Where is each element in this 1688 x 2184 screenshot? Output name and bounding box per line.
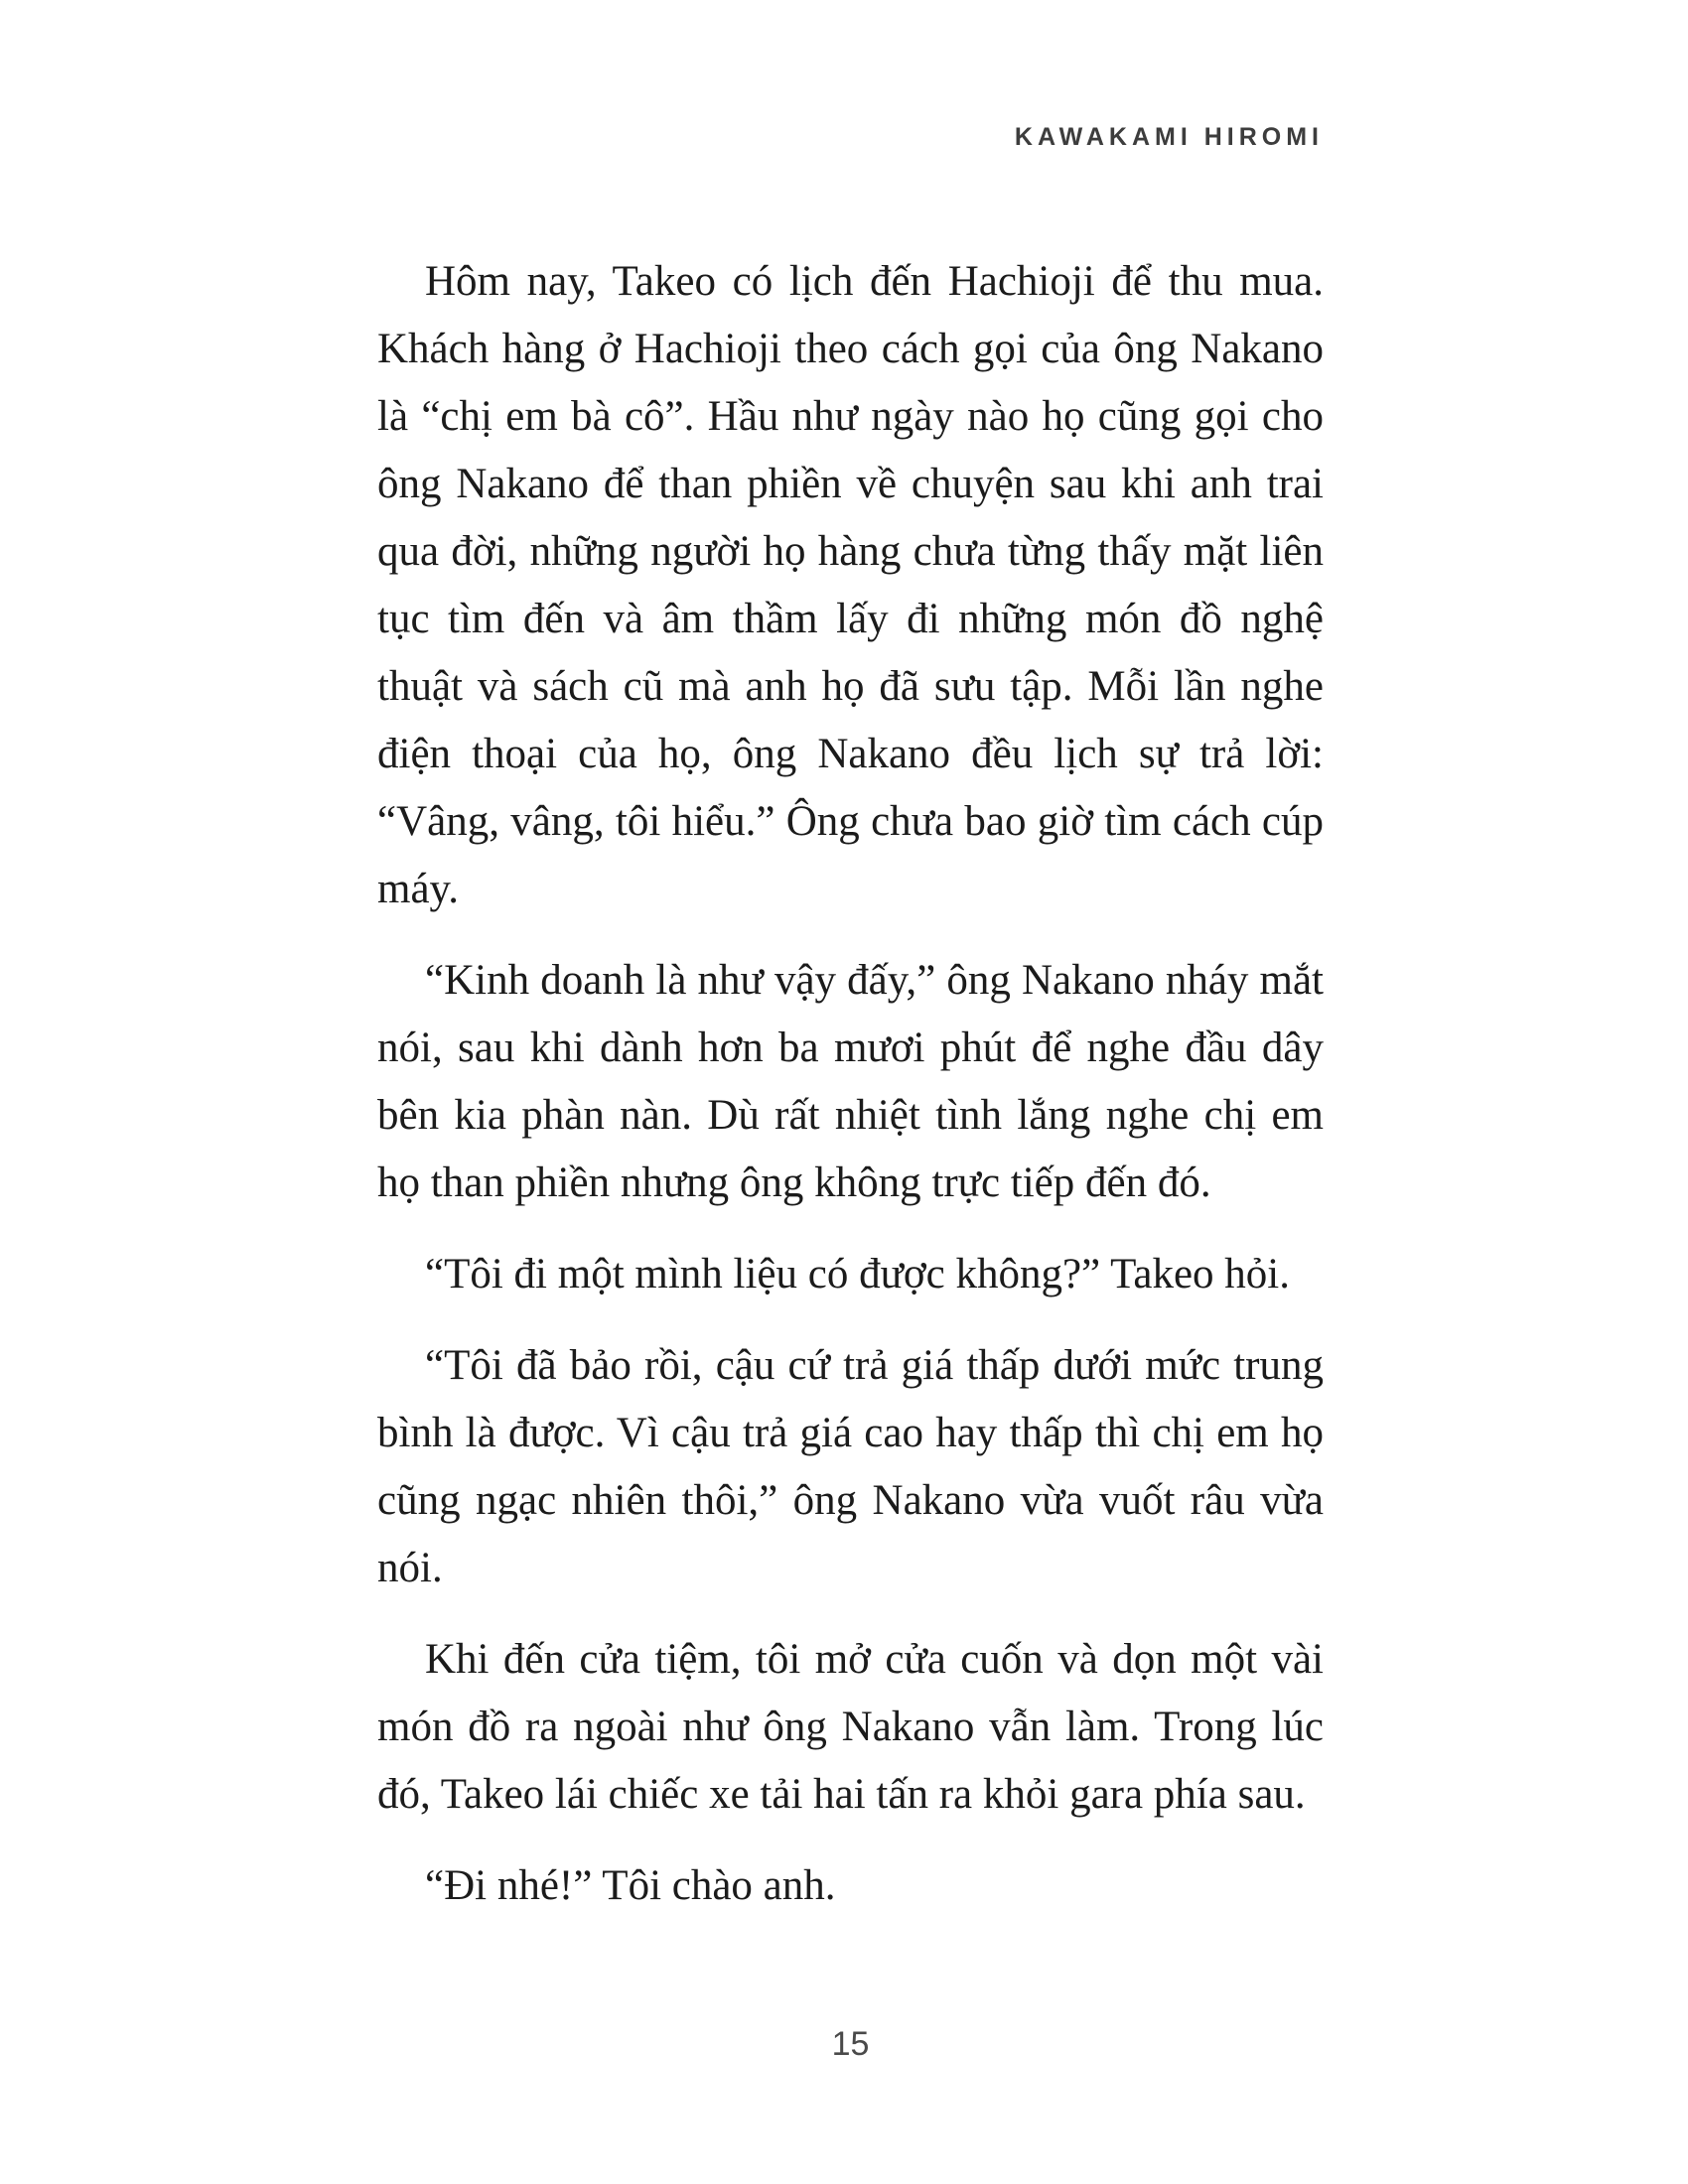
running-header-author: KAWAKAMI HIROMI xyxy=(1014,123,1324,151)
paragraph-6: “Đi nhé!” Tôi chào anh. xyxy=(425,1862,836,1909)
paragraph-2: “Kinh doanh là như vậy đấy,” ông Nakano nháy mắt nói, sau khi dành hơn ba mươi phút để nghe đầu dây bên kia phàn nàn. Dù rất nhiệt tình lắng nghe chị em họ than phiền nhưng ông không trực tiếp đến đó. xyxy=(377,957,1324,1206)
paragraph-1: Hôm nay, Takeo có lịch đến Hachioji để thu mua. Khách hàng ở Hachioji theo cách gọi của ông Nakano là “chị em bà cô”. Hầu như ngày nào họ cũng gọi cho ông Nakano để than phiền về chuyện sau khi anh trai qua đời, những người họ hàng chưa từng thấy mặt liên tục tìm đến và âm thầm lấy đi những món đồ nghệ thuật và sách cũ mà anh họ đã sưu tập. Mỗi lần nghe điện thoại của họ, ông Nakano đều lịch sự trả lời: “Vâng, vâng, tôi hiểu.” Ông chưa bao giờ tìm cách cúp máy. xyxy=(377,258,1324,912)
paragraph-3: “Tôi đi một mình liệu có được không?” Takeo hỏi. xyxy=(425,1251,1291,1297)
paragraph-5: Khi đến cửa tiệm, tôi mở cửa cuốn và dọn một vài món đồ ra ngoài như ông Nakano vẫn làm. Trong lúc đó, Takeo lái chiếc xe tải hai tấn ra khỏi gara phía sau. xyxy=(377,1636,1324,1818)
paragraph-4: “Tôi đã bảo rồi, cậu cứ trả giá thấp dưới mức trung bình là được. Vì cậu trả giá cao hay thấp thì chị em họ cũng ngạc nhiên thôi,” ông Nakano vừa vuốt râu vừa nói. xyxy=(377,1342,1324,1591)
page-body xyxy=(377,248,1324,1944)
page-number: 15 xyxy=(831,2025,870,2063)
